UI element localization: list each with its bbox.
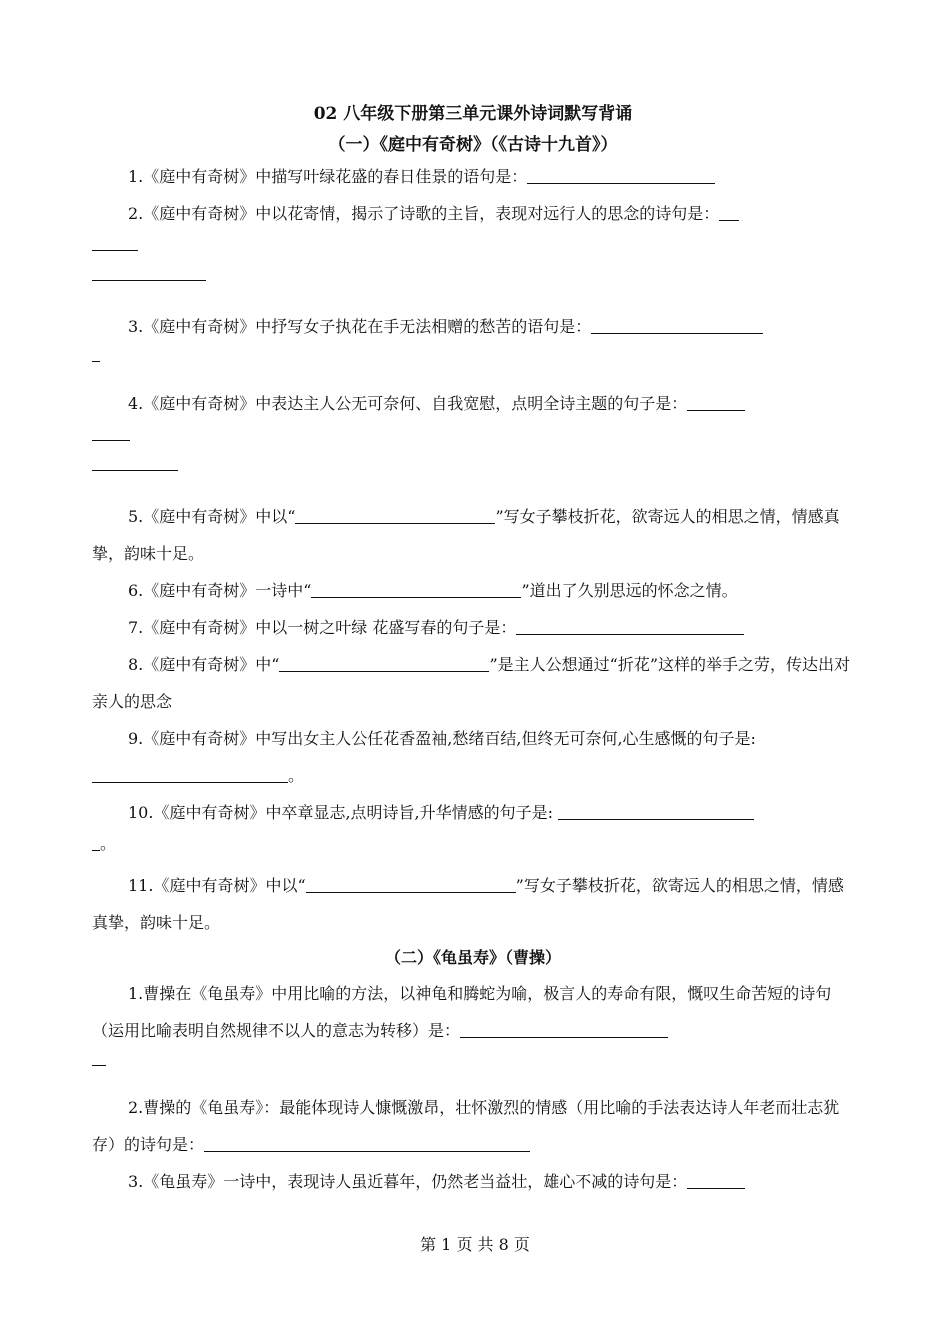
- question-5: [92, 498, 854, 572]
- page-footer: 第 1 页 共 8 页: [420, 1235, 530, 1254]
- question-text: 8.《庭中有奇树》中“: [128, 655, 280, 674]
- question-3: [92, 308, 854, 345]
- question-text: 4.《庭中有奇树》中表达主人公无可奈何、自我宽慰，点明全诗主题的句子是：: [128, 394, 688, 413]
- section-2-heading: （二）《龟虽寿》（曹操）: [384, 948, 561, 967]
- question-text: ”写女子攀枝折花，欲寄远人的相思之情，情感真挚，韵味十足。: [92, 507, 840, 563]
- answer-blank[interactable]: [527, 165, 715, 184]
- answer-line-row: [92, 452, 854, 498]
- question-text: 2.曹操的《龟虽寿》：最能体现诗人慷慨激昂，壮怀激烈的情感（用比喻的手法表达诗人年老而壮志犹存）的诗句是：: [92, 1098, 840, 1154]
- answer-blank[interactable]: [295, 505, 495, 524]
- question-text: ”是主人公想通过“折花”这样的举手之劳，传达出对亲人的思念: [92, 655, 850, 711]
- section-2-question-1: [92, 975, 854, 1049]
- question-text: 1.《庭中有奇树》中描写叶绿花盛的春日佳景的语句是：: [128, 167, 528, 186]
- answer-line-row: [92, 422, 854, 452]
- answer-blank[interactable]: [311, 579, 521, 598]
- answer-blank[interactable]: [279, 653, 489, 672]
- section-2-question-2: [92, 1089, 854, 1163]
- answer-blank[interactable]: [558, 801, 754, 820]
- answer-line-row: [92, 345, 854, 385]
- answer-blank[interactable]: [719, 202, 739, 221]
- question-text: ”道出了久别思远的怀念之情。: [521, 581, 738, 600]
- question-text: 3.《龟虽寿》一诗中，表现诗人虽近暮年，仍然老当益壮，雄心不减的诗句是：: [128, 1172, 688, 1191]
- section-1-heading: （一）《庭中有奇树》（《古诗十九首》）: [328, 135, 618, 155]
- question-text: 11.《庭中有奇树》中以“: [128, 876, 306, 895]
- answer-line-row: [92, 831, 854, 867]
- answer-blank[interactable]: [92, 452, 178, 471]
- answer-line-row: [92, 232, 854, 262]
- question-text: 7.《庭中有奇树》中以一树之叶绿 花盛写春的句子是：: [128, 618, 517, 637]
- question-8: [92, 646, 854, 720]
- question-10: [92, 794, 854, 831]
- answer-blank[interactable]: [591, 315, 763, 334]
- answer-blank[interactable]: [516, 616, 744, 635]
- answer-blank[interactable]: [687, 1170, 745, 1189]
- question-text: 5.《庭中有奇树》中以“: [128, 507, 296, 526]
- answer-blank[interactable]: [92, 262, 206, 281]
- answer-line-row: [92, 1049, 854, 1089]
- question-1: [92, 158, 854, 195]
- question-text: 6.《庭中有奇树》一诗中“: [128, 581, 312, 600]
- question-6: [92, 572, 854, 609]
- question-9: [92, 720, 854, 794]
- answer-line-row: [92, 262, 854, 308]
- document-page: [92, 96, 854, 1200]
- answer-blank[interactable]: [92, 422, 130, 441]
- answer-blank[interactable]: [204, 1133, 530, 1152]
- answer-blank[interactable]: [92, 1053, 106, 1066]
- answer-blank[interactable]: [92, 349, 100, 362]
- question-text: 9.《庭中有奇树》中写出女主人公任花香盈袖,愁绪百结,但终无可奈何,心生感慨的句子是:: [128, 729, 756, 748]
- question-text: ”写女子攀枝折花，欲寄远人的相思之情，情感真挚，韵味十足。: [92, 876, 844, 932]
- question-text: 。: [100, 834, 117, 853]
- answer-blank[interactable]: [92, 232, 138, 251]
- question-text: 2.《庭中有奇树》中以花寄情，揭示了诗歌的主旨，表现对远行人的思念的诗句是：: [128, 204, 720, 223]
- question-text: 。: [288, 766, 305, 785]
- document-title: 02 八年级下册第三单元课外诗词默写背诵: [313, 104, 633, 124]
- question-text: 3.《庭中有奇树》中抒写女子执花在手无法相赠的愁苦的语句是：: [128, 317, 592, 336]
- answer-blank[interactable]: [460, 1019, 668, 1038]
- answer-blank[interactable]: [92, 838, 100, 851]
- section-2-question-3: [92, 1163, 854, 1200]
- question-11: [92, 867, 854, 941]
- question-2: [92, 195, 854, 232]
- question-7: [92, 609, 854, 646]
- answer-blank[interactable]: [306, 874, 516, 893]
- answer-blank[interactable]: [92, 764, 288, 783]
- answer-blank[interactable]: [687, 392, 745, 411]
- question-text: 1.曹操在《龟虽寿》中用比喻的方法，以神龟和腾蛇为喻，极言人的寿命有限，慨叹生命苦短的诗句（运用比喻表明自然规律不以人的意志为转移）是：: [92, 984, 832, 1040]
- question-4: [92, 385, 854, 422]
- question-text: 10.《庭中有奇树》中卒章显志,点明诗旨,升华情感的句子是:: [128, 803, 559, 822]
